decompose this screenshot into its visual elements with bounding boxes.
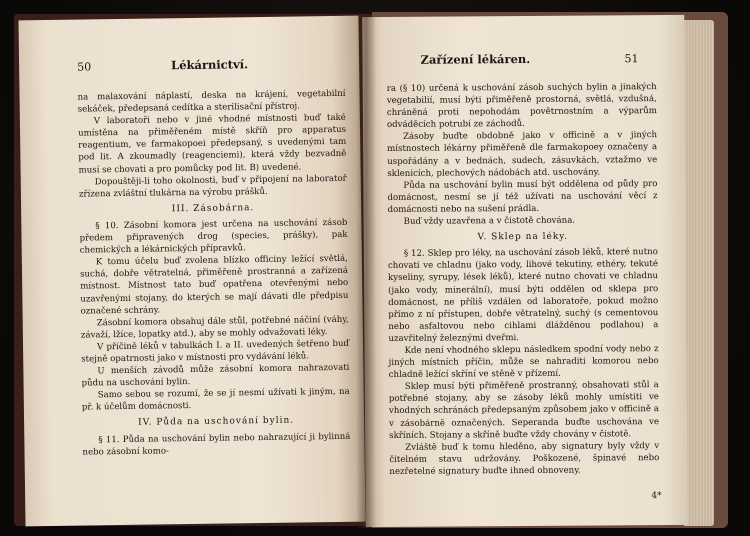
left-page	[18, 16, 365, 527]
paragraph: V laboratoři nebo v jiné vhodné místnosti buď také umístěna na přiměřeném místě skříň pro apparatus reagentium, ve farmakopoei předepsaný, s uvedenými tam pod lit. A zkoumadly (reagenciemi), která vždy bezvadně musí se chovati a pro pomůcky pod lit. B) uvedené.	[78, 113, 347, 176]
paragraph: K tomu účelu buď zvolena blízko officiny ležící světlá, suchá, dobře větratelná, přiměřeně prostranná a zařízená místnost. Místnost tato buď opatřena otevřenými nebo uzavřenými stojany, do kterých se mají dávati dle předpisu označené schrány.	[79, 254, 349, 317]
paragraph: Samo sebou se rozumí, že se jí nesmí užívati k jiným, na př. k účelům domácnosti.	[81, 387, 350, 413]
paragraph: Sklep musí býti přiměřeně prostranný, obsahovati stůl a potřebné stojany, aby se zásoby léků mohly umístiti ve vhodných schránách předepsaným způsobem jako v officině a v zásobárně označených. Seperanda buďte uschována ve skříních. Stojany a skříně buďte vždy chovány v čistotě.	[388, 380, 660, 441]
paragraph: § 10. Zásobní komora jest určena na uschování zásob předem připravených drog (species, prášky), pak chemických a lékárnických přípravků.	[79, 217, 348, 256]
right-running-head: Zařízení lékáren.	[420, 51, 531, 67]
paragraph: U menších závodů může zásobní komora nahrazovati půdu na uschování bylin.	[81, 362, 350, 389]
section-heading: V. Sklep na léky.	[477, 231, 569, 243]
left-page-number: 50	[77, 60, 92, 74]
page-edges	[684, 20, 714, 526]
signature-mark: 4*	[651, 491, 662, 502]
paragraph: § 11. Půda na uschování bylin nebo nahrazující ji bylinná nebo zásobní komo-	[82, 431, 351, 458]
paragraph: V příčině léků v tabulkách I. a II. uvedených šetřeno buď stejně opatrnosti jako v místnosti pro vydávání léků.	[81, 338, 350, 365]
paragraph: Zásoby buďte obdobně jako v officině a v jiných místnostech lékárny přiměřeně dle farmakopoey označeny a uspořádány a v bednách, sudech, zásuvkách, vztažmo ve sklenicích, plechových nádobách atd. uschovány.	[387, 130, 658, 179]
book-gutter	[356, 16, 376, 528]
section-heading: IV. Půda na uschování bylin.	[138, 416, 295, 429]
left-page-text	[77, 88, 350, 458]
paragraph: ra (§ 10) určená k uschování zásob suchých bylin a jinakých vegetabilií, musí býti přiměřeně prostorná, světlá, vzdušná, chráněná proti nepohodám povětrnostním a výparům odváděcích potrubí ze záchodů.	[386, 82, 657, 131]
paragraph: Půda na uschování bylin musí být oddělena od půdy pro domácnost, nesmí se jí též užívati na uschování věcí z domácnosti nebo na sušení prádla.	[387, 178, 658, 215]
paragraph: Kde není vhodného sklepu následkem spodní vody nebo z jiných místních příčin, může se nahraditi komorou nebo chladně ležící skříní ve stěně v přízemí.	[388, 344, 659, 381]
section-heading: III. Zásobárna.	[171, 202, 255, 215]
left-running-head: Lékárnictví.	[171, 57, 249, 73]
right-page-text	[387, 81, 660, 478]
right-page-number: 51	[624, 52, 639, 66]
paragraph: Zvláště buď k tomu hleděno, aby signatury byly vždy v čitelném stavu udržovány. Poškozené, špinavé nebo nezřetelné signatury buďte ihned obnoveny.	[389, 440, 660, 477]
paragraph: na malaxování náplastí, deska na krájení, vegetabilní sekáček, předepsaná cedítka a sterilisační přístroj.	[77, 88, 346, 115]
paragraph: Zásobní komora obsahuj dále stůl, potřebné náčiní (váhy, závaží, lžíce, lopatky atd.), aby se mohly odvažovati léky.	[80, 314, 349, 341]
paragraph: Dopouštěji-li toho okolnosti, buď v připojení na laboratoř zřízena zvláštní tlukárna na výrobu prášků.	[78, 173, 347, 200]
paragraph: § 12. Sklep pro léky, na uschování zásob léků, které nutno chovati ve chladnu (jako vody, lihové tekutiny, ethéry, tekuté kyseliny, syrupy, lések léků), které nutno chovati ve chladnu (jako vody, minerální), musí býti oddělen od sklepa pro domácnost, ne příliš vzdálen od laboratoře, pokud možno přímo z ní přístupen, dobře větratelný, suchý (s cementovou nebo asfaltovou nebo cihlami dlážděnou podlahou) a uzavřitelný železnými dveřmi.	[387, 247, 659, 344]
right-page	[362, 15, 688, 527]
paragraph: Buď vždy uzavřena a v čistotě chována.	[403, 215, 576, 227]
